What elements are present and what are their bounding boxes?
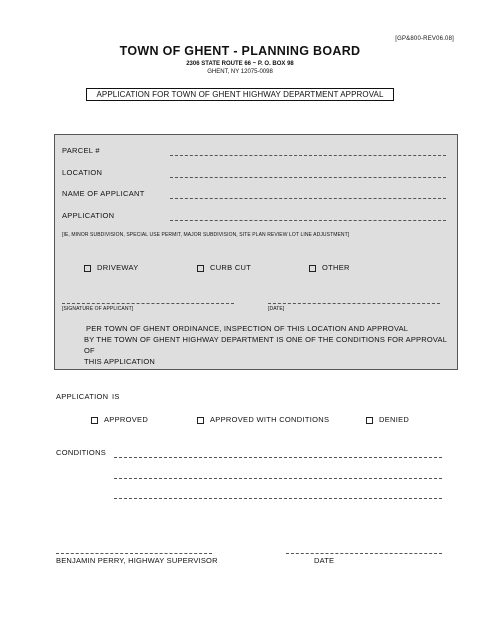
signature-label: [SIGNATURE OF APPLICANT] — [62, 306, 134, 312]
conditions-label: CONDITIONS — [56, 448, 107, 457]
approved-with-conditions-option[interactable] — [197, 415, 329, 424]
applicant-date-field[interactable] — [268, 303, 440, 304]
application-hint: [IE, MINOR SUBDIVISION, SPECIAL USE PERMIT, MAJOR SUBDIVISION, SITE PLAN REVIEW LOT LINE ADJUSTMENT] — [62, 232, 350, 238]
other-checkbox[interactable] — [309, 265, 316, 272]
applicant-name-label: NAME OF APPLICANT — [62, 189, 145, 198]
other-label: OTHER — [322, 263, 350, 272]
ordinance-line-2: BY THE TOWN OF GHENT HIGHWAY DEPARTMENT IS ONE OF THE CONDITIONS FOR APPROVAL OF — [84, 335, 447, 355]
driveway-label: DRIVEWAY — [97, 263, 139, 272]
supervisor-date-label: DATE — [314, 556, 335, 565]
decision-is-label: IS — [112, 392, 120, 401]
curb-cut-label: CURB CUT — [210, 263, 252, 272]
parcel-field[interactable] — [170, 155, 446, 156]
curb-cut-option[interactable] — [197, 263, 251, 272]
address-line-1: 2306 STATE ROUTE 66 ~ P. O. BOX 98 — [186, 61, 294, 67]
signature-field[interactable] — [62, 303, 234, 304]
applicant-name-field[interactable] — [170, 198, 446, 199]
approved-option[interactable] — [91, 415, 148, 424]
form-code: [GP&800-REV06.08] — [395, 36, 454, 42]
denied-label: DENIED — [379, 415, 410, 424]
location-label: LOCATION — [62, 168, 103, 177]
location-field[interactable] — [170, 177, 446, 178]
parcel-label: PARCEL # — [62, 146, 100, 155]
supervisor-name: BENJAMIN PERRY, HIGHWAY SUPERVISOR — [56, 556, 218, 565]
driveway-option[interactable] — [84, 263, 139, 272]
approved-with-conditions-label: APPROVED WITH CONDITIONS — [210, 415, 330, 424]
approved-label: APPROVED — [104, 415, 149, 424]
approved-checkbox[interactable] — [91, 417, 98, 424]
address-line-2: GHENT, NY 12075-0098 — [207, 69, 273, 75]
decision-application-label: APPLICATION — [56, 392, 109, 401]
driveway-checkbox[interactable] — [84, 265, 91, 272]
curb-cut-checkbox[interactable] — [197, 265, 204, 272]
application-title: APPLICATION FOR TOWN OF GHENT HIGHWAY DEPARTMENT APPROVAL — [86, 88, 394, 101]
conditions-line-3[interactable] — [114, 498, 442, 499]
ordinance-line-1: PER TOWN OF GHENT ORDINANCE, INSPECTION OF THIS LOCATION AND APPROVAL — [86, 324, 409, 333]
denied-option[interactable] — [366, 415, 409, 424]
application-label: APPLICATION — [62, 211, 115, 220]
ordinance-line-3: THIS APPLICATION — [84, 357, 155, 366]
supervisor-date-field[interactable] — [286, 553, 442, 554]
conditions-line-1[interactable] — [114, 457, 442, 458]
denied-checkbox[interactable] — [366, 417, 373, 424]
ordinance-text — [86, 323, 456, 367]
other-option[interactable] — [309, 263, 350, 272]
conditions-line-2[interactable] — [114, 478, 442, 479]
applicant-date-label: [DATE] — [268, 306, 285, 312]
approved-with-conditions-checkbox[interactable] — [197, 417, 204, 424]
page-title: TOWN OF GHENT - PLANNING BOARD — [119, 44, 361, 58]
application-field[interactable] — [170, 220, 446, 221]
supervisor-signature-field[interactable] — [56, 553, 212, 554]
